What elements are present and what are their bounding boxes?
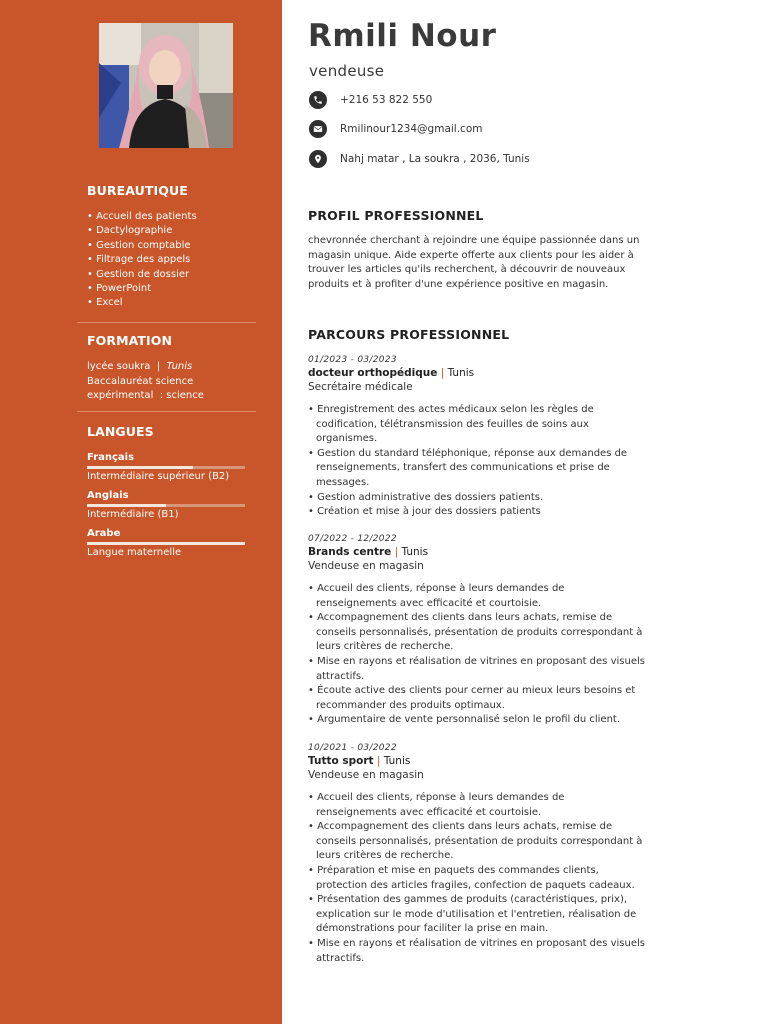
profil-title: PROFIL PROFESSIONNEL: [308, 208, 484, 223]
language-proficiency-fill: [87, 542, 245, 545]
list-item: • Dactylographie: [87, 224, 257, 238]
experience-bullets: [308, 403, 646, 520]
language-item: [87, 527, 257, 560]
formation-degree-line1: Baccalauréat science: [87, 375, 194, 387]
experience-dates: 10/2021 - 03/2022: [308, 743, 397, 753]
experience-company: Brands centre: [308, 546, 392, 558]
language-proficiency-bar: [87, 466, 245, 469]
list-item: • Enregistrement des actes médicaux selon les règles de codification, télétransmission des feuilles de soins aux organismes.: [308, 403, 646, 447]
experience-company: docteur orthopédique: [308, 367, 438, 379]
formation-section: [87, 333, 257, 404]
experience-role: Vendeuse en magasin: [308, 560, 424, 572]
list-item: • Accompagnement des clients dans leurs achats, remise de conseils personnalisés, présentation de produits correspondant à leurs critères de recherche.: [308, 820, 646, 864]
formation-school: lycée soukra: [87, 361, 151, 372]
list-item: • Accompagnement des clients dans leurs achats, remise de conseils personnalisés, présentation de produits correspondant à leurs critères de recherche.: [308, 611, 646, 655]
bureautique-title: BUREAUTIQUE: [87, 183, 188, 198]
language-proficiency-bar: [87, 542, 245, 545]
list-item: • Gestion de dossier: [87, 268, 257, 282]
location-pin-icon: [309, 150, 327, 168]
experience-bullets: [308, 582, 646, 728]
job-title: vendeuse: [309, 62, 385, 80]
sidebar: [77, 0, 282, 1024]
language-item: [87, 451, 257, 484]
experience-separator: |: [440, 367, 445, 379]
experience-city: Tunis: [447, 367, 475, 379]
experience-dates: 01/2023 - 03/2023: [308, 355, 397, 365]
experience-separator: |: [376, 755, 381, 767]
formation-school-line: [87, 360, 257, 375]
list-item: • PowerPoint: [87, 282, 257, 296]
section-divider: [77, 322, 256, 323]
profil-text: chevronnée cherchant à rejoindre une équipe passionnée dans un magasin unique. Aide experte offerte aux clients pour les aider à trouver les articles qu'ils recherchent, à découvrir de nouveaux produits et à profiter d'une expérience positive en magasin.: [308, 235, 640, 290]
experience-item: [308, 354, 646, 520]
list-item: • Gestion comptable: [87, 239, 257, 253]
language-name: Arabe: [87, 528, 121, 539]
phone-icon: [309, 91, 327, 109]
experience-company: Tutto sport: [308, 755, 374, 767]
list-item: • Accueil des clients, réponse à leurs demandes de renseignements avec efficacité et courtoisie.: [308, 582, 646, 611]
formation-city: Tunis: [166, 361, 193, 372]
experience-company-line: [308, 754, 646, 768]
formation-separator: |: [156, 361, 161, 372]
formation-title: FORMATION: [87, 333, 173, 348]
list-item: • Argumentaire de vente personnalisé selon le profil du client.: [308, 713, 646, 728]
list-item: • Filtrage des appels: [87, 253, 257, 267]
language-level: Intermédiaire (B1): [87, 509, 179, 520]
language-level: Langue maternelle: [87, 547, 182, 558]
list-item: • Écoute active des clients pour cerner au mieux leurs besoins et recommander des produits optimaux.: [308, 684, 646, 713]
experience-role: Vendeuse en magasin: [308, 769, 424, 781]
bureautique-section: [87, 183, 257, 311]
experience-item: [308, 742, 646, 966]
langues-title: LANGUES: [87, 424, 154, 439]
language-proficiency-bar: [87, 504, 245, 507]
list-item: • Préparation et mise en paquets des commandes clients, protection des articles fragiles, confection de paquets cadeaux.: [308, 864, 646, 893]
profile-photo: [99, 23, 233, 148]
language-item: [87, 489, 257, 522]
list-item: • Gestion du standard téléphonique, réponse aux demandes de renseignements, transfert des communications et prise de messages.: [308, 447, 646, 491]
langues-section: [87, 424, 257, 565]
experience-separator: |: [394, 546, 399, 558]
list-item: • Accueil des patients: [87, 210, 257, 224]
candidate-name: Rmili Nour: [308, 18, 497, 54]
experience-city: Tunis: [383, 755, 411, 767]
list-item: • Excel: [87, 296, 257, 310]
experience-role: Secrétaire médicale: [308, 381, 413, 393]
experience-city: Tunis: [401, 546, 429, 558]
profile-photo-image: [99, 23, 233, 148]
left-color-margin: [0, 0, 77, 1024]
experience-company-line: [308, 366, 646, 380]
section-divider: [77, 411, 256, 412]
formation-degree-line2: expérimental : science: [87, 390, 204, 401]
list-item: • Mise en rayons et réalisation de vitrines en proposant des visuels attractifs.: [308, 937, 646, 966]
langues-list: [87, 451, 257, 560]
language-name: Anglais: [87, 490, 129, 501]
bureautique-list: [87, 210, 257, 311]
email-address: Rmilinour1234@gmail.com: [340, 123, 483, 135]
parcours-title: PARCOURS PROFESSIONNEL: [308, 327, 510, 342]
list-item: • Création et mise à jour des dossiers patients: [308, 505, 646, 520]
contact-address: [309, 150, 530, 168]
list-item: • Accueil des clients, réponse à leurs demandes de renseignements avec efficacité et courtoisie.: [308, 791, 646, 820]
contact-phone: [309, 91, 432, 109]
list-item: • Gestion administrative des dossiers patients.: [308, 491, 646, 506]
experience-company-line: [308, 545, 646, 559]
language-proficiency-fill: [87, 504, 166, 507]
phone-number: +216 53 822 550: [340, 94, 433, 106]
language-level: Intermédiaire supérieur (B2): [87, 471, 230, 482]
contact-email: [309, 120, 482, 138]
language-name: Français: [87, 452, 135, 463]
experience-bullets: [308, 791, 646, 966]
postal-address: Nahj matar , La soukra , 2036, Tunis: [340, 153, 530, 165]
experience-item: [308, 533, 646, 728]
list-item: • Mise en rayons et réalisation de vitrines en proposant des visuels attractifs.: [308, 655, 646, 684]
envelope-icon: [309, 120, 327, 138]
list-item: • Présentation des gammes de produits (caractéristiques, prix), explication sur le mode d'utilisation et l'entretien, réalisation de démonstrations pour faciliter la prise en main.: [308, 893, 646, 937]
language-proficiency-fill: [87, 466, 193, 469]
experience-dates: 07/2022 - 12/2022: [308, 534, 397, 544]
